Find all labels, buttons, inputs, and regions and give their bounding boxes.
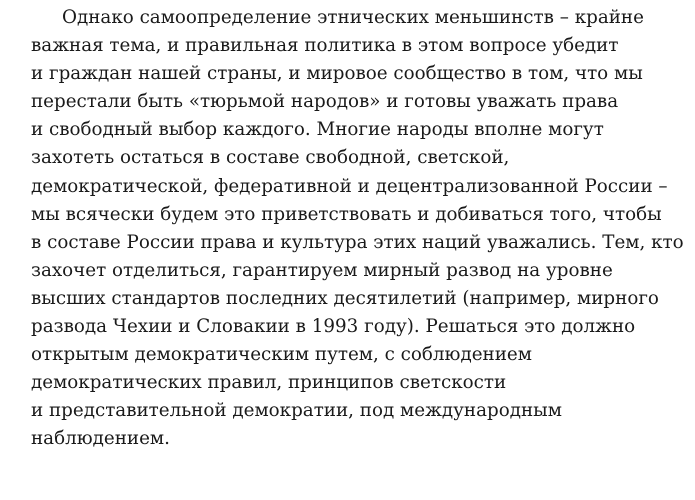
text-line-3: и граждан нашей страны, и мировое сообщество в том, что мы xyxy=(31,63,643,85)
text-line-13: открытым демократическим путем, с соблюдением xyxy=(31,344,532,366)
text-line-8: мы всячески будем это приветствовать и добиваться того, чтобы xyxy=(31,203,662,225)
text-line-15: и представительной демократии, под международным xyxy=(31,400,562,422)
text-line-10: захочет отделиться, гарантируем мирный развод на уровне xyxy=(31,259,613,281)
text-line-6: захотеть остаться в составе свободной, светской, xyxy=(31,147,510,169)
text-line-12: развода Чехии и Словакии в 1993 году). Решаться это должно xyxy=(31,316,636,338)
body-paragraph xyxy=(31,4,684,454)
text-line-5: и свободный выбор каждого. Многие народы вполне могут xyxy=(31,119,604,141)
text-line-16: наблюдением. xyxy=(31,428,170,450)
text-line-4: перестали быть «тюрьмой народов» и готовы уважать права xyxy=(31,91,619,113)
text-line-9: в составе России права и культура этих наций уважались. Тем, кто xyxy=(31,231,684,253)
text-line-7: демократической, федеративной и децентрализованной России – xyxy=(31,175,668,197)
text-line-14: демократических правил, принципов светскости xyxy=(31,372,507,394)
text-line-1: Однако самоопределение этнических меньшинств – крайне xyxy=(62,7,644,28)
text-line-2: важная тема, и правильная политика в этом вопросе убедит xyxy=(31,35,619,57)
text-line-11: высших стандартов последних десятилетий (например, мирного xyxy=(31,287,659,309)
